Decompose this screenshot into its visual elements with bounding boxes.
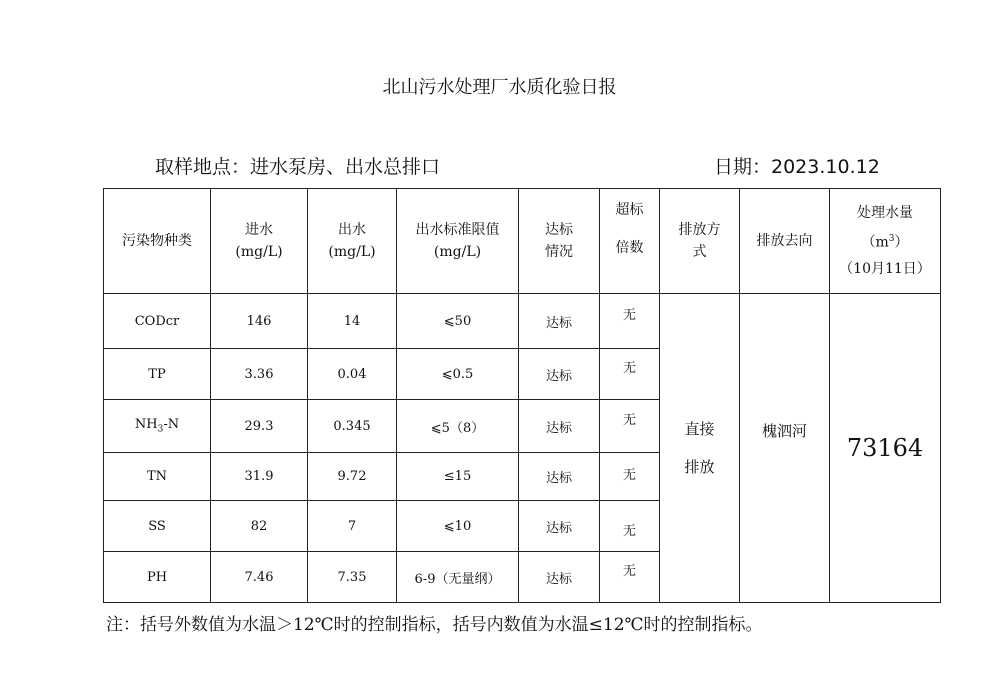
cell-effluent: 7 [308,501,397,552]
cell-pollutant: CODcr [104,294,211,349]
cell-pollutant: TN [104,453,211,501]
header-exceed-multiple: 超标 倍数 [600,189,660,294]
header-compliance: 达标 情况 [519,189,600,294]
water-quality-table [103,188,941,603]
cell-limit: ⩽50 [397,294,519,349]
cell-status: 达标 [519,400,600,453]
report-date: 日期：2023.10.12 [714,156,880,178]
cell-exceed: 无 [600,349,660,400]
cell-effluent: 0.04 [308,349,397,400]
header-row [104,189,941,294]
cell-influent: 7.46 [211,552,308,603]
cell-exceed: 无 [600,453,660,501]
cell-influent: 82 [211,501,308,552]
cell-influent: 3.36 [211,349,308,400]
cell-discharge-method: 直接 排放 [660,294,740,603]
header-discharge-method: 排放方 式 [660,189,740,294]
cell-status: 达标 [519,552,600,603]
header-discharge-destination: 排放去向 [740,189,830,294]
cell-status: 达标 [519,294,600,349]
header-treated-volume: 处理水量 $(m^3)$ （10月11日） [830,189,941,294]
cell-effluent: 9.72 [308,453,397,501]
cell-influent: 31.9 [211,453,308,501]
cell-pollutant: $NH_3-N$ [104,400,211,453]
cell-effluent: 0.345 [308,400,397,453]
cell-limit: 6-9（无量纲） [397,552,519,603]
cell-effluent: 14 [308,294,397,349]
cell-limit: ≤15 [397,453,519,501]
cell-limit: ⩽10 [397,501,519,552]
cell-limit: ⩽0.5 [397,349,519,400]
cell-status: 达标 [519,453,600,501]
sampling-location: 取样地点：进水泵房、出水总排口 [155,156,441,178]
cell-exceed: 无 [600,552,660,603]
header-effluent: 出水 (mg/L) [308,189,397,294]
cell-status: 达标 [519,349,600,400]
cell-exceed: 无 [600,400,660,453]
header-pollutant: 污染物种类 [104,189,211,294]
cell-exceed: 无 [600,501,660,552]
cell-treated-volume: 73164 [830,294,941,603]
header-influent: 进水 (mg/L) [211,189,308,294]
cell-discharge-destination: 槐泗河 [740,294,830,603]
header-limit: 出水标准限值 (mg/L) [397,189,519,294]
cell-exceed: 无 [600,294,660,349]
table-row [104,294,941,349]
cell-pollutant: SS [104,501,211,552]
footnote: 注：括号外数值为水温＞12℃时的控制指标，括号内数值为水温≤12℃时的控制指标。 [106,615,763,635]
cell-effluent: 7.35 [308,552,397,603]
cell-status: 达标 [519,501,600,552]
cell-influent: 146 [211,294,308,349]
cell-influent: 29.3 [211,400,308,453]
cell-limit: ⩽5（8） [397,400,519,453]
cell-pollutant: PH [104,552,211,603]
cell-pollutant: TP [104,349,211,400]
report-title: 北山污水处理厂水质化验日报 [382,77,617,98]
